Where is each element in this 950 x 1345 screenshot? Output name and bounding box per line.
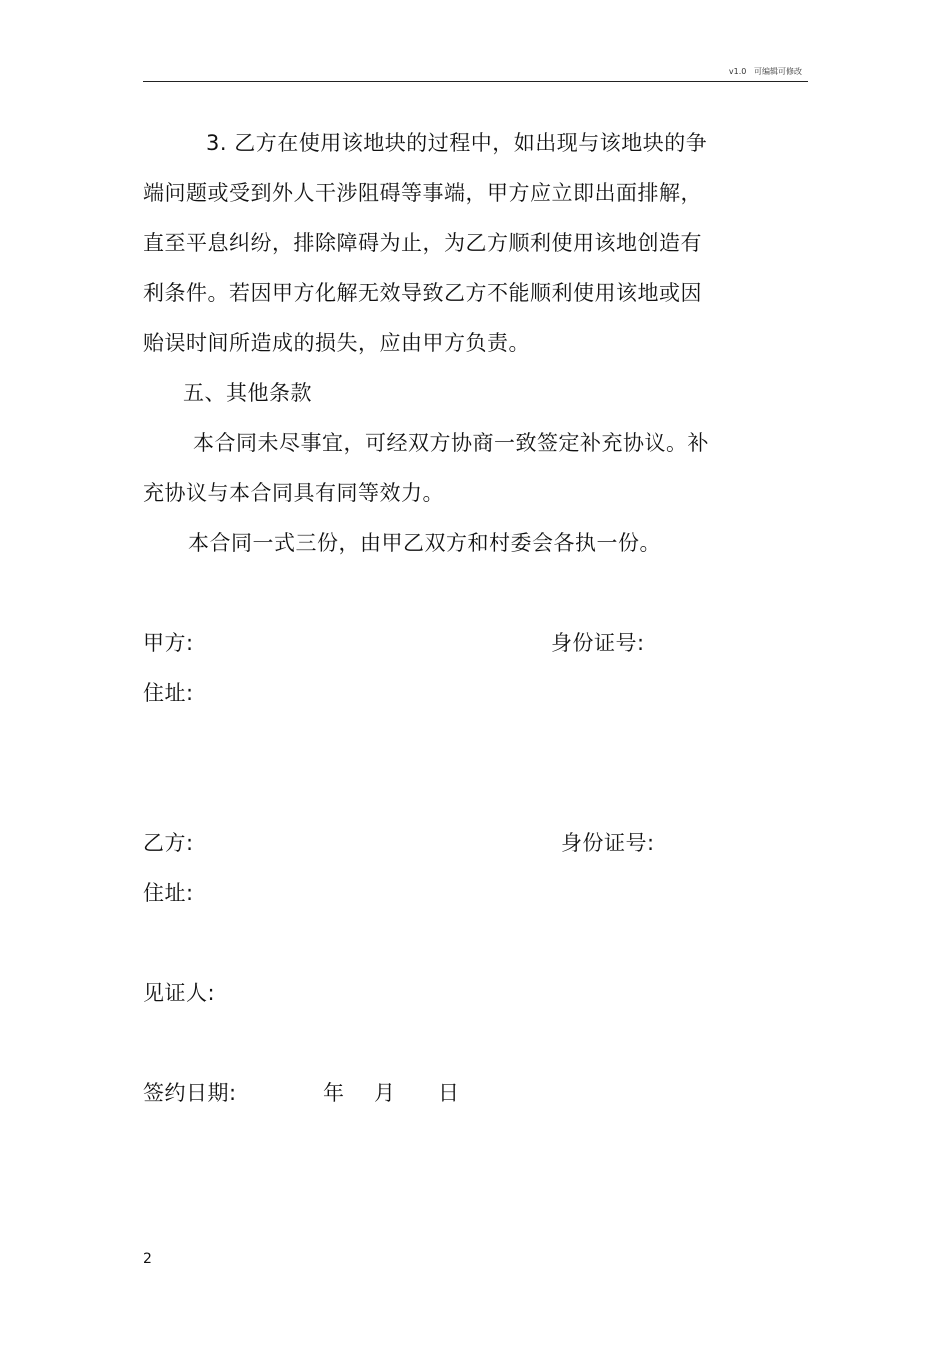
sign-date-month: 月: [374, 1081, 396, 1105]
clause3-line-2: 端问题或受到外人干涉阻碍等事端，甲方应立即出面排解，: [143, 181, 702, 205]
supplement-line-1: 本合同未尽事宜，可经双方协商一致签定补充协议。补: [193, 431, 709, 455]
party-a-id-label: 身份证号:: [551, 631, 645, 655]
party-a-address-label: 住址:: [143, 681, 194, 705]
sign-date-label: 签约日期:: [143, 1081, 237, 1105]
page-number: 2: [143, 1251, 152, 1267]
header-note: 可编辑可修改: [754, 67, 802, 76]
sign-date-year: 年: [323, 1081, 345, 1105]
party-b-address-label: 住址:: [143, 881, 194, 905]
clause3-line-4: 利条件。若因甲方化解无效导致乙方不能顺利使用该地或因: [143, 281, 702, 305]
sign-date-day: 日: [438, 1081, 460, 1105]
party-b-id-label: 身份证号:: [561, 831, 655, 855]
header-version: v1.0: [728, 67, 747, 76]
section5-heading: 五、其他条款: [183, 381, 312, 405]
supplement-line-2: 充协议与本合同具有同等效力。: [143, 481, 444, 505]
clause3-line-3: 直至平息纠纷，排除障碍为止，为乙方顺利使用该地创造有: [143, 231, 702, 255]
copies-line: 本合同一式三份，由甲乙双方和村委会各执一份。: [188, 531, 661, 555]
header-version-note: [729, 66, 802, 77]
party-b-label: 乙方:: [143, 831, 194, 855]
witness-label: 见证人:: [143, 981, 216, 1005]
clause3-line-5: 贻误时间所造成的损失，应由甲方负责。: [143, 331, 530, 355]
clause3-line-1: 3. 乙方在使用该地块的过程中，如出现与该地块的争: [206, 131, 708, 155]
header-divider: [143, 81, 808, 82]
party-a-label: 甲方:: [143, 631, 194, 655]
